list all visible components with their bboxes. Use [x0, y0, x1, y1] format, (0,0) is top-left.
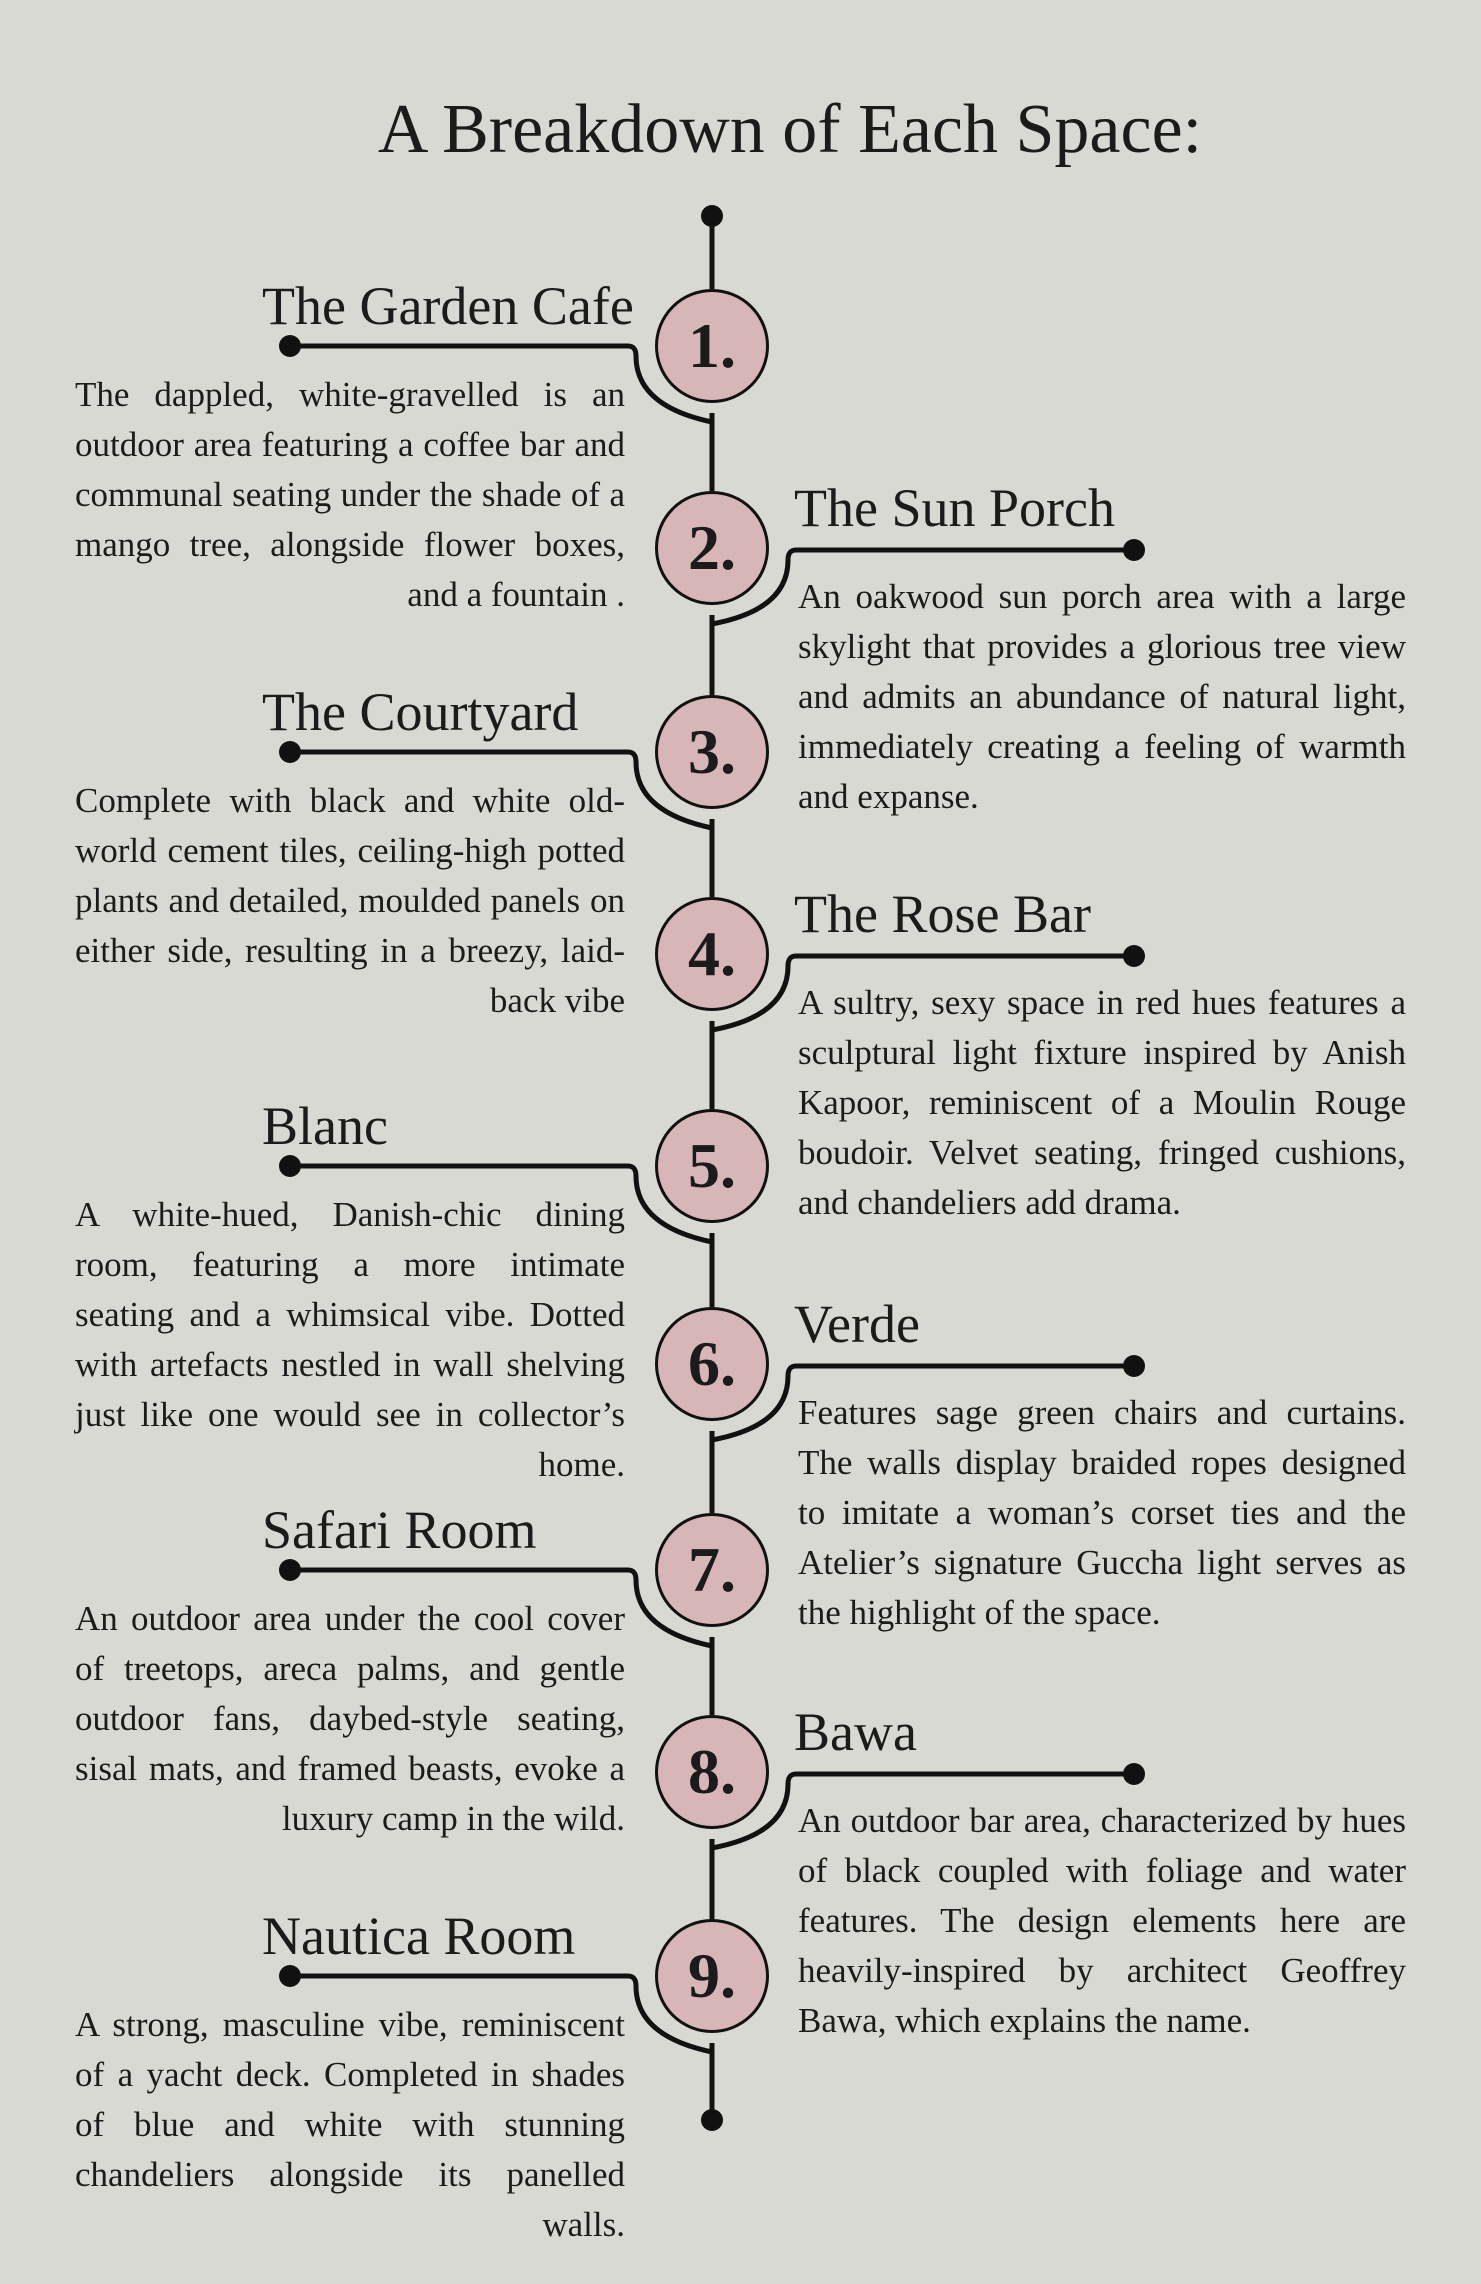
space-title: Safari Room — [262, 1500, 537, 1560]
space-title: The Courtyard — [262, 682, 579, 742]
space-description: The dappled, white-gravelled is an outdoor area featuring a coffee bar and communal seating under the shade of a mango tree, alongside flower boxes, and a fountain . — [75, 375, 625, 614]
space-description: An outdoor area under the cool cover of treetops, areca palms, and gentle outdoor fans, daybed-style seating, sisal mats, and framed beasts, evoke a luxury camp in the wild. — [75, 1599, 625, 1838]
space-title: The Sun Porch — [794, 478, 1115, 538]
space-title: Bawa — [794, 1702, 917, 1762]
connector-dot — [279, 741, 301, 763]
connector-dot — [1123, 1763, 1145, 1785]
space-description: An outdoor bar area, characterized by hues of black coupled with foliage and water features. The design elements here are heavily-inspired by architect Geoffrey Bawa, which explains the name. — [798, 1801, 1406, 2040]
space-number-badge: 8. — [655, 1715, 769, 1829]
space-description: A white-hued, Danish-chic dining room, featuring a more intimate seating and a whimsical vibe. Dotted with artefacts nestled in wall shelving just like one would see in collector’s home. — [75, 1195, 625, 1484]
space-description: Complete with black and white old-world cement tiles, ceiling-high potted plants and detailed, moulded panels on either side, resulting in a breezy, laid-back vibe — [75, 781, 625, 1020]
connector-dot — [1123, 1355, 1145, 1377]
connector-dot — [1123, 945, 1145, 967]
space-number-badge: 7. — [655, 1513, 769, 1627]
space-number-badge: 3. — [655, 695, 769, 809]
connector-dot — [279, 1559, 301, 1581]
space-number-badge: 1. — [655, 289, 769, 403]
space-title: Verde — [794, 1294, 920, 1354]
space-number-badge: 2. — [655, 491, 769, 605]
connector-dot — [279, 335, 301, 357]
space-number-badge: 6. — [655, 1307, 769, 1421]
space-description: A strong, masculine vibe, reminiscent of a yacht deck. Completed in shades of blue and white with stunning chandeliers alongside its panelled walls. — [75, 2005, 625, 2244]
space-number-badge: 4. — [655, 897, 769, 1011]
space-description: An oakwood sun porch area with a large skylight that provides a glorious tree view and admits an abundance of natural light, immediately creating a feeling of warmth and expanse. — [798, 577, 1406, 816]
page-title: A Breakdown of Each Space: — [377, 91, 1203, 168]
connector-dot — [279, 1155, 301, 1177]
timeline-end-dot — [701, 2109, 723, 2131]
space-number-badge: 9. — [655, 1919, 769, 2033]
timeline-end-dot — [701, 205, 723, 227]
space-description: A sultry, sexy space in red hues features a sculptural light fixture inspired by Anish Kapoor, reminiscent of a Moulin Rouge boudoir. Velvet seating, fringed cushions, and chandeliers add drama. — [798, 983, 1406, 1222]
space-title: Blanc — [262, 1096, 388, 1156]
space-title: The Garden Cafe — [262, 276, 634, 336]
space-title: Nautica Room — [262, 1906, 576, 1966]
space-description: Features sage green chairs and curtains. The walls display braided ropes designed to imitate a woman’s corset ties and the Atelier’s signature Guccha light serves as the highlight of the space. — [798, 1393, 1406, 1632]
space-title: The Rose Bar — [794, 884, 1091, 944]
connector-dot — [1123, 539, 1145, 561]
connector-dot — [279, 1965, 301, 1987]
space-number-badge: 5. — [655, 1109, 769, 1223]
